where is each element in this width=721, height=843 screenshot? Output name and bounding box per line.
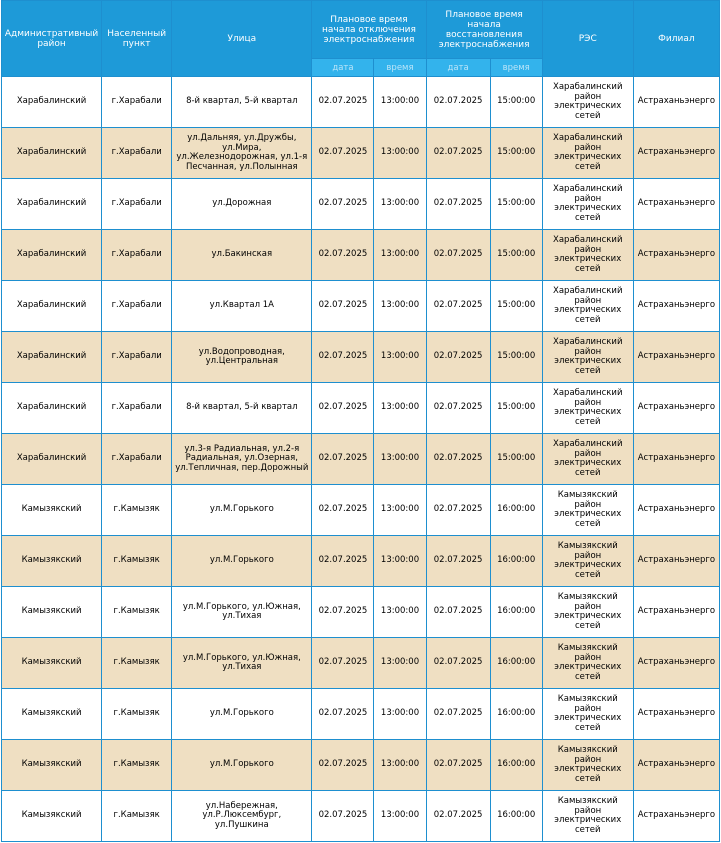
cell-street: 8-й квартал, 5-й квартал [172,77,312,128]
cell-off-date: 02.07.2025 [312,332,374,383]
cell-district: Камызякский [2,587,102,638]
cell-locality: г.Харабали [102,230,172,281]
cell-res: Камызякский район электрических сетей [542,587,633,638]
column-header-locality: Населенный пункт [102,1,172,77]
cell-on-date: 02.07.2025 [426,128,490,179]
cell-on-date: 02.07.2025 [426,791,490,842]
cell-street: ул.Дорожная [172,179,312,230]
subheader-off-time: время [374,59,426,77]
cell-res: Харабалинский район электрических сетей [542,179,633,230]
cell-off-date: 02.07.2025 [312,230,374,281]
table-body [2,77,720,842]
cell-street: ул.М.Горького [172,689,312,740]
table-row [2,791,720,842]
cell-on-time: 16:00:00 [490,536,542,587]
cell-on-date: 02.07.2025 [426,230,490,281]
cell-district: Харабалинский [2,179,102,230]
cell-res: Камызякский район электрических сетей [542,638,633,689]
cell-on-date: 02.07.2025 [426,332,490,383]
cell-on-time: 16:00:00 [490,587,542,638]
cell-branch: Астраханьэнерго [633,128,719,179]
cell-off-time: 13:00:00 [374,485,426,536]
cell-district: Харабалинский [2,230,102,281]
cell-off-time: 13:00:00 [374,230,426,281]
cell-on-time: 15:00:00 [490,383,542,434]
cell-locality: г.Камызяк [102,536,172,587]
cell-street: ул.Квартал 1А [172,281,312,332]
cell-off-time: 13:00:00 [374,791,426,842]
cell-street: ул.М.Горького [172,485,312,536]
cell-on-date: 02.07.2025 [426,638,490,689]
table-header [2,1,720,77]
cell-res: Камызякский район электрических сетей [542,740,633,791]
cell-on-time: 15:00:00 [490,230,542,281]
outage-schedule-table [1,0,720,842]
cell-res: Камызякский район электрических сетей [542,485,633,536]
cell-district: Камызякский [2,689,102,740]
cell-district: Харабалинский [2,281,102,332]
cell-on-time: 15:00:00 [490,77,542,128]
cell-street: ул.Дальняя, ул.Дружбы, ул.Мира, ул.Железнодорожная, ул.1-я Песчанная, ул.Полынная [172,128,312,179]
cell-street: ул.3-я Радиальная, ул.2-я Радиальная, ул.Озерная, ул.Тепличная, пер.Дорожный [172,434,312,485]
cell-on-time: 16:00:00 [490,689,542,740]
cell-street: 8-й квартал, 5-й квартал [172,383,312,434]
table-row [2,332,720,383]
cell-res: Харабалинский район электрических сетей [542,128,633,179]
cell-off-date: 02.07.2025 [312,128,374,179]
cell-res: Камызякский район электрических сетей [542,791,633,842]
column-header-district: Административный район [2,1,102,77]
column-header-street: Улица [172,1,312,77]
cell-res: Харабалинский район электрических сетей [542,332,633,383]
cell-district: Камызякский [2,638,102,689]
cell-on-date: 02.07.2025 [426,77,490,128]
cell-on-date: 02.07.2025 [426,536,490,587]
cell-locality: г.Харабали [102,179,172,230]
cell-off-date: 02.07.2025 [312,179,374,230]
cell-branch: Астраханьэнерго [633,485,719,536]
cell-off-date: 02.07.2025 [312,383,374,434]
cell-off-date: 02.07.2025 [312,281,374,332]
column-header-restore-time: Плановое время начала восстановления электроснабжения [426,1,542,59]
cell-street: ул.М.Горького, ул.Южная, ул.Тихая [172,587,312,638]
cell-on-time: 16:00:00 [490,740,542,791]
cell-district: Харабалинский [2,383,102,434]
cell-on-time: 16:00:00 [490,638,542,689]
cell-off-time: 13:00:00 [374,638,426,689]
cell-street: ул.М.Горького [172,740,312,791]
table-row [2,77,720,128]
table-row [2,281,720,332]
cell-locality: г.Камызяк [102,587,172,638]
cell-off-date: 02.07.2025 [312,434,374,485]
cell-on-date: 02.07.2025 [426,485,490,536]
cell-branch: Астраханьэнерго [633,383,719,434]
column-header-off-time: Плановое время начала отключения электроснабжения [312,1,426,59]
cell-res: Харабалинский район электрических сетей [542,383,633,434]
cell-off-date: 02.07.2025 [312,791,374,842]
cell-on-time: 15:00:00 [490,128,542,179]
table-row [2,434,720,485]
cell-street: ул.М.Горького, ул.Южная, ул.Тихая [172,638,312,689]
cell-street: ул.Водопроводная, ул.Центральная [172,332,312,383]
cell-res: Харабалинский район электрических сетей [542,230,633,281]
cell-branch: Астраханьэнерго [633,638,719,689]
cell-off-date: 02.07.2025 [312,740,374,791]
cell-off-time: 13:00:00 [374,77,426,128]
table-row [2,638,720,689]
cell-branch: Астраханьэнерго [633,791,719,842]
cell-locality: г.Камызяк [102,740,172,791]
table-row [2,689,720,740]
subheader-off-date: дата [312,59,374,77]
cell-off-time: 13:00:00 [374,434,426,485]
cell-branch: Астраханьэнерго [633,77,719,128]
table-row [2,383,720,434]
cell-on-time: 15:00:00 [490,281,542,332]
cell-branch: Астраханьэнерго [633,689,719,740]
cell-res: Харабалинский район электрических сетей [542,434,633,485]
cell-district: Камызякский [2,536,102,587]
cell-branch: Астраханьэнерго [633,230,719,281]
header-row [2,1,720,59]
cell-locality: г.Харабали [102,383,172,434]
cell-off-time: 13:00:00 [374,281,426,332]
cell-off-time: 13:00:00 [374,536,426,587]
cell-locality: г.Харабали [102,281,172,332]
cell-on-time: 15:00:00 [490,434,542,485]
cell-locality: г.Харабали [102,332,172,383]
cell-district: Камызякский [2,740,102,791]
cell-off-date: 02.07.2025 [312,485,374,536]
cell-district: Камызякский [2,485,102,536]
cell-on-date: 02.07.2025 [426,587,490,638]
cell-off-date: 02.07.2025 [312,587,374,638]
cell-branch: Астраханьэнерго [633,740,719,791]
cell-branch: Астраханьэнерго [633,281,719,332]
table-row [2,536,720,587]
cell-locality: г.Харабали [102,77,172,128]
cell-off-time: 13:00:00 [374,128,426,179]
cell-off-time: 13:00:00 [374,689,426,740]
cell-locality: г.Камызяк [102,485,172,536]
cell-locality: г.Камызяк [102,689,172,740]
cell-res: Харабалинский район электрических сетей [542,281,633,332]
cell-off-date: 02.07.2025 [312,536,374,587]
cell-street: ул.Бакинская [172,230,312,281]
cell-on-date: 02.07.2025 [426,689,490,740]
cell-branch: Астраханьэнерго [633,434,719,485]
cell-on-time: 15:00:00 [490,179,542,230]
cell-res: Харабалинский район электрических сетей [542,77,633,128]
cell-street: ул.М.Горького [172,536,312,587]
cell-locality: г.Харабали [102,128,172,179]
table-row [2,128,720,179]
cell-branch: Астраханьэнерго [633,587,719,638]
column-header-branch: Филиал [633,1,719,77]
table-row [2,587,720,638]
cell-district: Харабалинский [2,434,102,485]
table-row [2,230,720,281]
cell-off-time: 13:00:00 [374,383,426,434]
cell-off-date: 02.07.2025 [312,77,374,128]
cell-off-date: 02.07.2025 [312,689,374,740]
column-header-res: РЭС [542,1,633,77]
cell-locality: г.Камызяк [102,638,172,689]
cell-res: Камызякский район электрических сетей [542,689,633,740]
cell-district: Харабалинский [2,332,102,383]
cell-on-date: 02.07.2025 [426,740,490,791]
subheader-on-time: время [490,59,542,77]
cell-off-time: 13:00:00 [374,740,426,791]
cell-branch: Астраханьэнерго [633,332,719,383]
cell-on-date: 02.07.2025 [426,383,490,434]
cell-on-time: 16:00:00 [490,791,542,842]
cell-off-date: 02.07.2025 [312,638,374,689]
cell-off-time: 13:00:00 [374,332,426,383]
cell-on-date: 02.07.2025 [426,434,490,485]
cell-locality: г.Харабали [102,434,172,485]
cell-on-date: 02.07.2025 [426,179,490,230]
cell-street: ул.Набережная, ул.Р.Люксембург, ул.Пушкина [172,791,312,842]
cell-on-date: 02.07.2025 [426,281,490,332]
table-row [2,740,720,791]
cell-branch: Астраханьэнерго [633,179,719,230]
cell-district: Харабалинский [2,128,102,179]
cell-on-time: 15:00:00 [490,332,542,383]
cell-district: Камызякский [2,791,102,842]
table-row [2,485,720,536]
cell-on-time: 16:00:00 [490,485,542,536]
subheader-on-date: дата [426,59,490,77]
cell-district: Харабалинский [2,77,102,128]
cell-res: Камызякский район электрических сетей [542,536,633,587]
table-row [2,179,720,230]
cell-off-time: 13:00:00 [374,179,426,230]
cell-off-time: 13:00:00 [374,587,426,638]
cell-branch: Астраханьэнерго [633,536,719,587]
cell-locality: г.Камызяк [102,791,172,842]
